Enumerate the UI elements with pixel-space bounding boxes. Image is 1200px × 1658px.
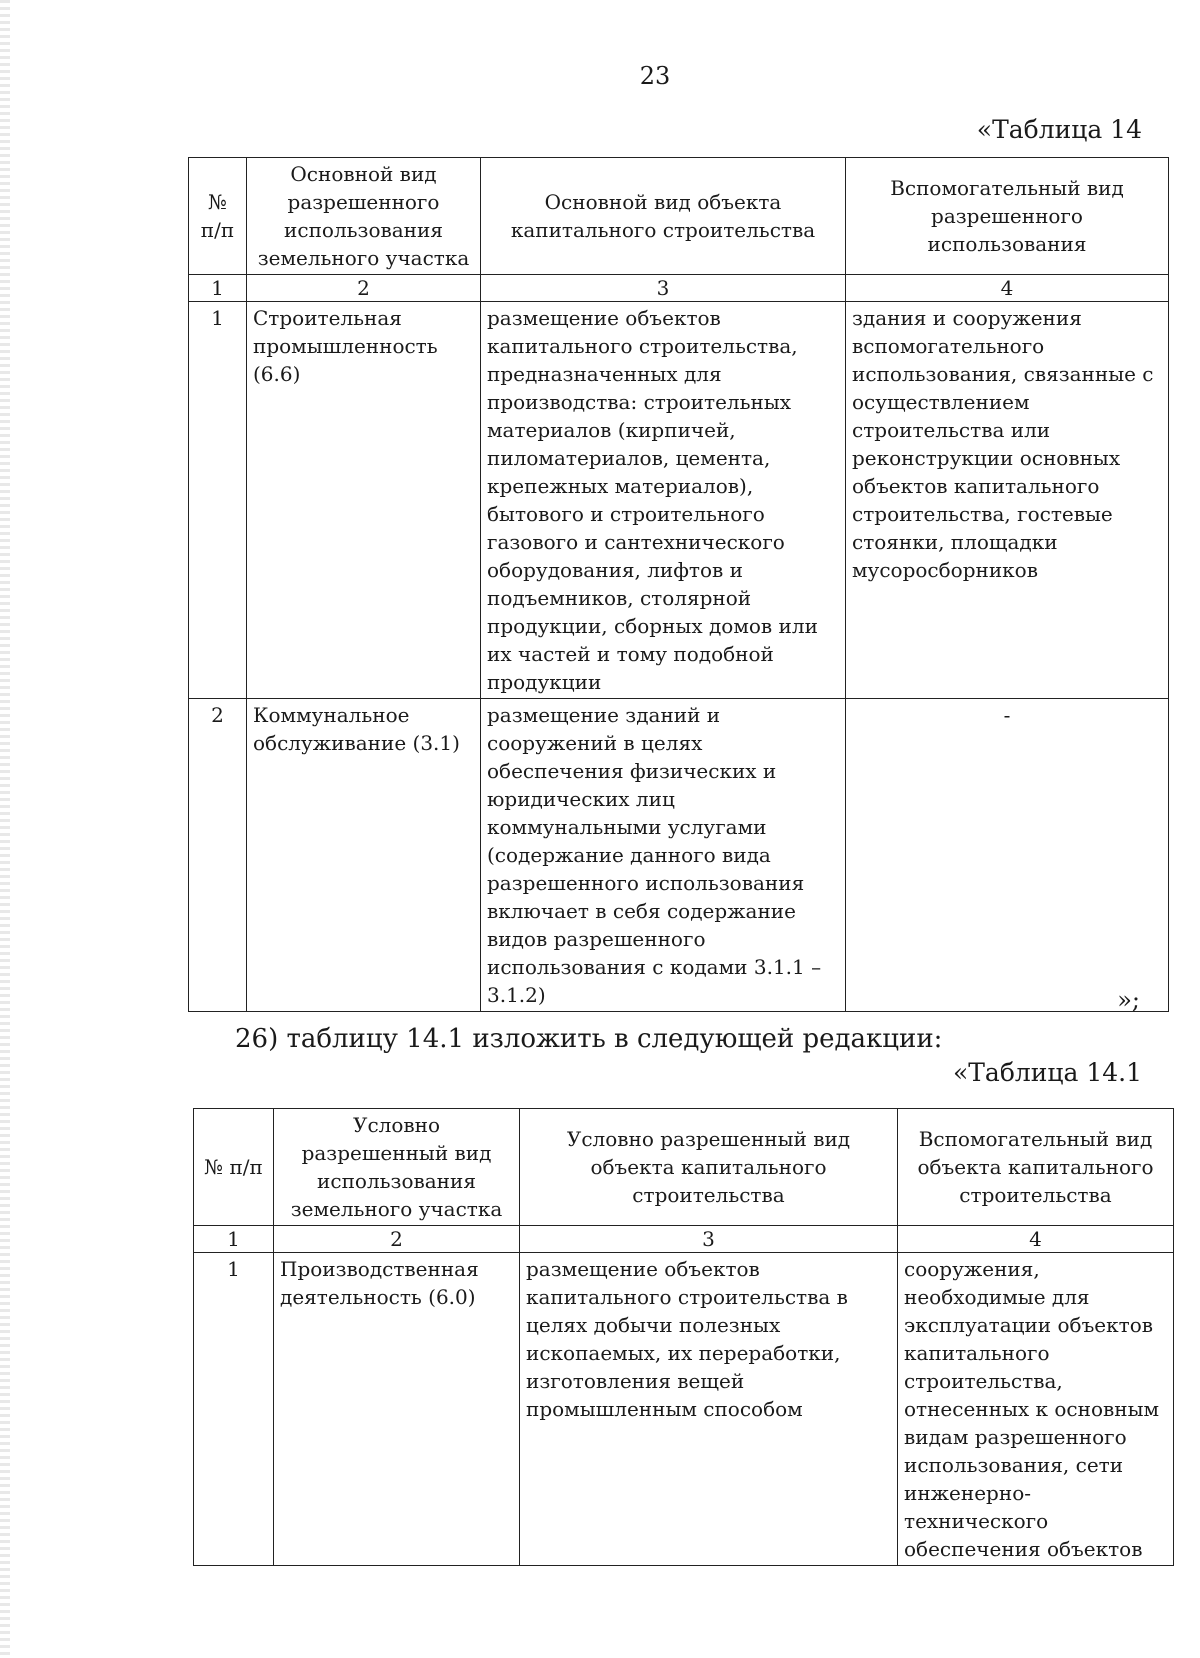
row-auxiliary: - xyxy=(846,699,1169,1012)
header-object: Основной вид объекта капитального строительства xyxy=(481,158,846,275)
row-num: 2 xyxy=(189,699,247,1012)
table-row xyxy=(189,302,1169,699)
table-closing-quote: »; xyxy=(1117,986,1140,1014)
row-auxiliary: здания и сооружения вспомогательного использования, связанные с осуществлением строительства или реконструкции основных объектов капитального строительства, гостевые стоянки, площадки мусоросборников xyxy=(846,302,1169,699)
header-object: Условно разрешенный вид объекта капитального строительства xyxy=(520,1109,898,1226)
column-number: 3 xyxy=(520,1226,898,1253)
table-row xyxy=(194,1253,1174,1566)
column-number: 4 xyxy=(846,275,1169,302)
row-use: Коммунальное обслуживание (3.1) xyxy=(247,699,481,1012)
amendment-instruction: 26) таблицу 14.1 изложить в следующей редакции: xyxy=(235,1024,943,1054)
column-number-row xyxy=(189,275,1169,302)
table-14-1 xyxy=(193,1108,1174,1566)
table-14 xyxy=(188,157,1169,1012)
table-14-1-caption: «Таблица 14.1 xyxy=(952,1058,1142,1087)
header-auxiliary: Вспомогательный вид разрешенного использования xyxy=(846,158,1169,275)
column-number: 2 xyxy=(274,1226,520,1253)
table-row xyxy=(189,699,1169,1012)
header-num: № п/п xyxy=(189,158,247,275)
column-number: 3 xyxy=(481,275,846,302)
row-num: 1 xyxy=(194,1253,274,1566)
row-auxiliary: сооружения, необходимые для эксплуатации объектов капитального строительства, отнесенных к основным видам разрешенного использования, сети инженерно-технического обеспечения объектов xyxy=(898,1253,1174,1566)
page-number: 23 xyxy=(639,62,671,90)
table-14-caption: «Таблица 14 xyxy=(976,115,1142,144)
row-use: Строительная промышленность (6.6) xyxy=(247,302,481,699)
header-use: Условно разрешенный вид использования земельного участка xyxy=(274,1109,520,1226)
column-number-row xyxy=(194,1226,1174,1253)
row-object: размещение зданий и сооружений в целях обеспечения физических и юридических лиц коммунальными услугами (содержание данного вида разрешенного использования включает в себя содержание видов разрешенного использования с кодами 3.1.1 – 3.1.2) xyxy=(481,699,846,1012)
table-header-row xyxy=(194,1109,1174,1226)
column-number: 4 xyxy=(898,1226,1174,1253)
row-object: размещение объектов капитального строительства, предназначенных для производства: строительных материалов (кирпичей, пиломатериалов, цемента, крепежных материалов), бытового и строительного газового и сантехнического оборудования, лифтов и подъемников, столярной продукции, сборных домов или их частей и тому подобной продукции xyxy=(481,302,846,699)
header-use: Основной вид разрешенного использования земельного участка xyxy=(247,158,481,275)
header-auxiliary: Вспомогательный вид объекта капитального строительства xyxy=(898,1109,1174,1226)
column-number: 1 xyxy=(194,1226,274,1253)
row-use: Производственная деятельность (6.0) xyxy=(274,1253,520,1566)
header-num: № п/п xyxy=(194,1109,274,1226)
row-object: размещение объектов капитального строительства в целях добычи полезных ископаемых, их переработки, изготовления вещей промышленным способом xyxy=(520,1253,898,1566)
column-number: 2 xyxy=(247,275,481,302)
row-num: 1 xyxy=(189,302,247,699)
column-number: 1 xyxy=(189,275,247,302)
scan-edge xyxy=(0,0,10,1658)
table-header-row xyxy=(189,158,1169,275)
